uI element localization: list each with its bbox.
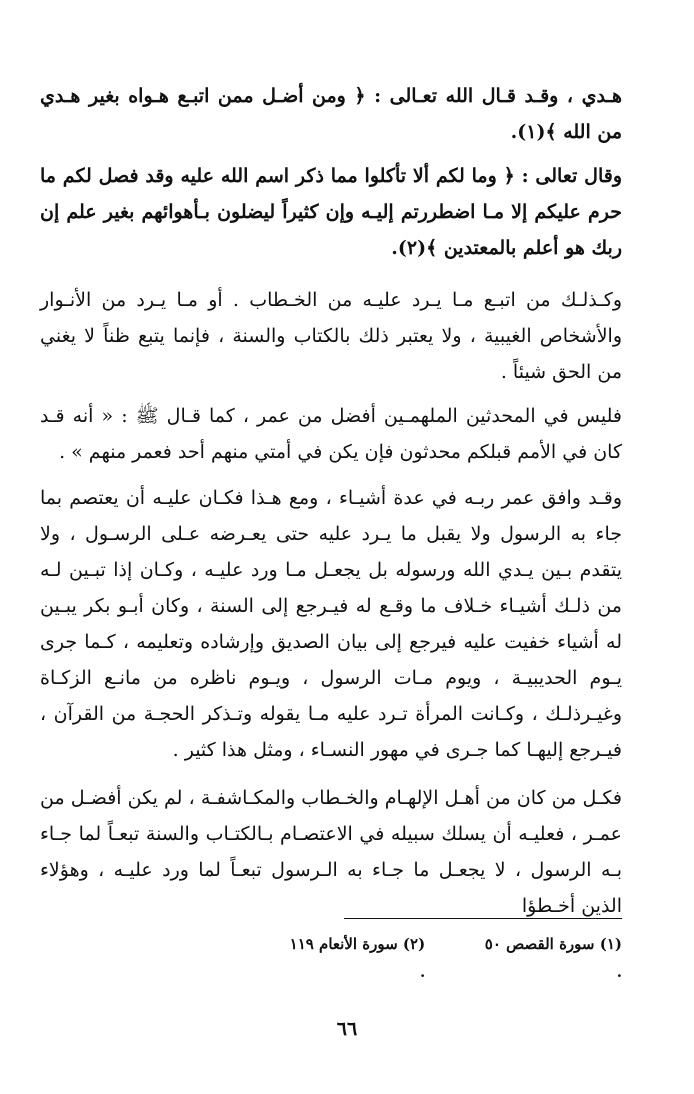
footnote-1: (١) سورة القصص ٥٠ . bbox=[484, 935, 622, 981]
paragraph-quran-quote-2: وقال تعالى : ﴿ وما لكم ألا تأكلوا مما ذكر اسم الله عليه وقد فصل لكم ما حرم عليكم إلا مـا اضطررتم إليـه وإن كثيراً ليضلون بـأهوائهم بغير علم إن ربك هو أعلم بالمعتدين ﴾(٢). bbox=[40, 165, 622, 259]
paragraph-people-of-ilham: فكـل من كان من أهـل الإلهـام والخـطاب والمكـاشفـة ، لم يكن أفضـل من عمـر ، فعليـه أن يسلك سبيله في الاعتصـام بـالكتـاب والسنة تبعـاً لما جـاء بـه الرسول ، لا يجعـل ما جـاء به الـرسول تبعـاً لما ورد عليـه ، وهؤلاء الذين أخـطؤا bbox=[40, 787, 622, 917]
paragraph-muhaddathun-hadith: فليس في المحدثين الملهمـين أفضل من عمر ، كما قـال ﷺ : « أنه قـد كان في الأمم قبلكم محدثون فإن يكن في أمتي منهم أحد فعمر منهم » . bbox=[40, 405, 622, 463]
footnote-2: (٢) سورة الأنعام ١١٩ . bbox=[289, 935, 426, 981]
paragraph-umar-agreements: وقـد وافق عمر ربـه في عدة أشيـاء ، ومع هـذا فكـان عليـه أن يعتصم بما جاء به الرسول ولا يقبل ما يـرد عليه حتى يعـرضه عـلى الرسـول ، ولا يتقدم بـين يـدي الله ورسوله بل يجعـل مـا ورد عليـه ، وكـان إذا تبـين لـه من ذلـك أشيـاء خـلاف ما وقـع له فيـرجع إلى السنة ، وكان أبـو بكر يبـين له أشياء خفيت عليه فيرجع إلى بيان الصديق وإرشاده وتعليمه ، كـما جرى يـوم الحديبيـة ، ويوم مـات الرسول ، ويـوم ناظره من مانـع الزكـاة وغيـرذلـك ، وكـانت المرأة تـرد عليه مـا يقوله وتـذكر الحجـة من القرآن ، فيـرجع إليهـا كما جـرى في مهور النسـاء ، ومثل هذا كثير . bbox=[40, 487, 622, 761]
page-number: ٦٦ bbox=[336, 1018, 358, 1040]
paragraph-following-speech: وكـذلـك من اتبـع مـا يـرد عليـه من الخـطاب . أو مـا يـرد من الأنـوار والأشخاص الغيبية ، ولا يعتبر ذلك بالكتاب والسنة ، فإنما يتبع ظناً لا يغني من الحق شيئاً . bbox=[40, 289, 622, 383]
paragraph-quran-quote-1: هـدي ، وقـد قـال الله تعـالى : ﴿ ومن أضـل ممن اتبـع هـواه بغير هـدي من الله ﴾(١). bbox=[40, 85, 622, 143]
footnotes bbox=[282, 930, 622, 986]
footnote-divider bbox=[344, 918, 622, 919]
